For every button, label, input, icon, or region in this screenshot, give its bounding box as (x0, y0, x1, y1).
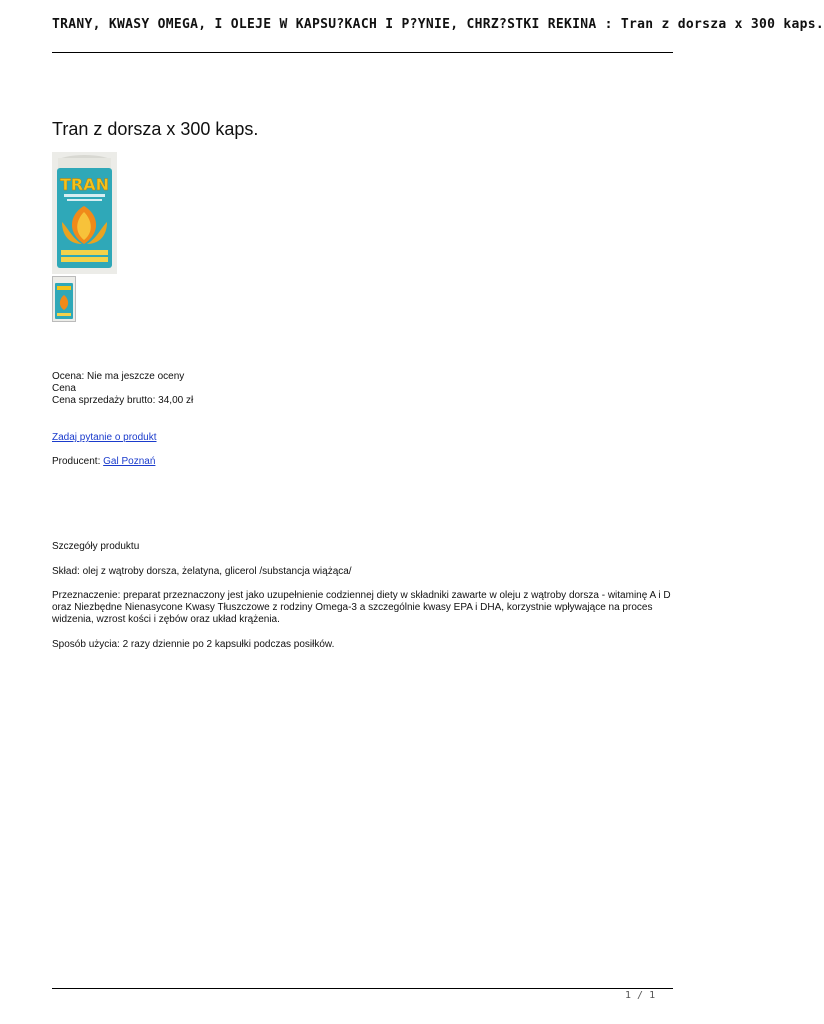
producer-row (52, 456, 155, 468)
price-label: Cena (52, 383, 76, 394)
rating-text: Ocena: Nie ma jeszcze oceny (52, 371, 185, 382)
page-number: 1 / 1 (625, 990, 656, 1001)
price-gross: Cena sprzedaży brutto: 34,00 zł (52, 395, 194, 406)
usage-text: Sposób użycia: 2 razy dziennie po 2 kapsułki podczas posiłków. (52, 639, 335, 650)
product-title: Tran z dorsza x 300 kaps. (52, 119, 259, 139)
header-rule (52, 52, 673, 53)
footer-rule (52, 988, 673, 989)
composition-text: Skład: olej z wątroby dorsza, żelatyna, glicerol /substancja wiążąca/ (52, 566, 352, 577)
product-thumbnail-graphic (53, 277, 75, 321)
header-title: TRANY, KWASY OMEGA, I OLEJE W KAPSU?KACH I P?YNIE, CHRZ?STKI REKINA : Tran z dorsza x 300 kaps. (52, 17, 824, 32)
purpose-text: Przeznaczenie: preparat przeznaczony jest jako uzupełnienie codziennej diety w składniki zawarte w oleju z wątroby dorsza - witaminę A i D oraz Niezbędne Nienasycone Kwasy Tłuszczowe z rodziny Omega-3 a szczególnie kwasy EPA i DHA, korzystnie wpływające na proces widzenia, wzrost kości i zębów oraz układ krążenia. (52, 590, 671, 625)
producer-label: Producent: (52, 456, 104, 467)
ask-question-link[interactable]: Zadaj pytanie o produkt (52, 432, 157, 443)
product-jar-graphic (52, 152, 117, 274)
product-jar-brand: TRAN (59, 175, 110, 194)
details-heading: Szczegóły produktu (52, 541, 140, 552)
product-image[interactable] (52, 152, 117, 274)
product-thumbnail[interactable] (52, 276, 76, 322)
producer-link[interactable]: Gal Poznań (103, 456, 156, 467)
